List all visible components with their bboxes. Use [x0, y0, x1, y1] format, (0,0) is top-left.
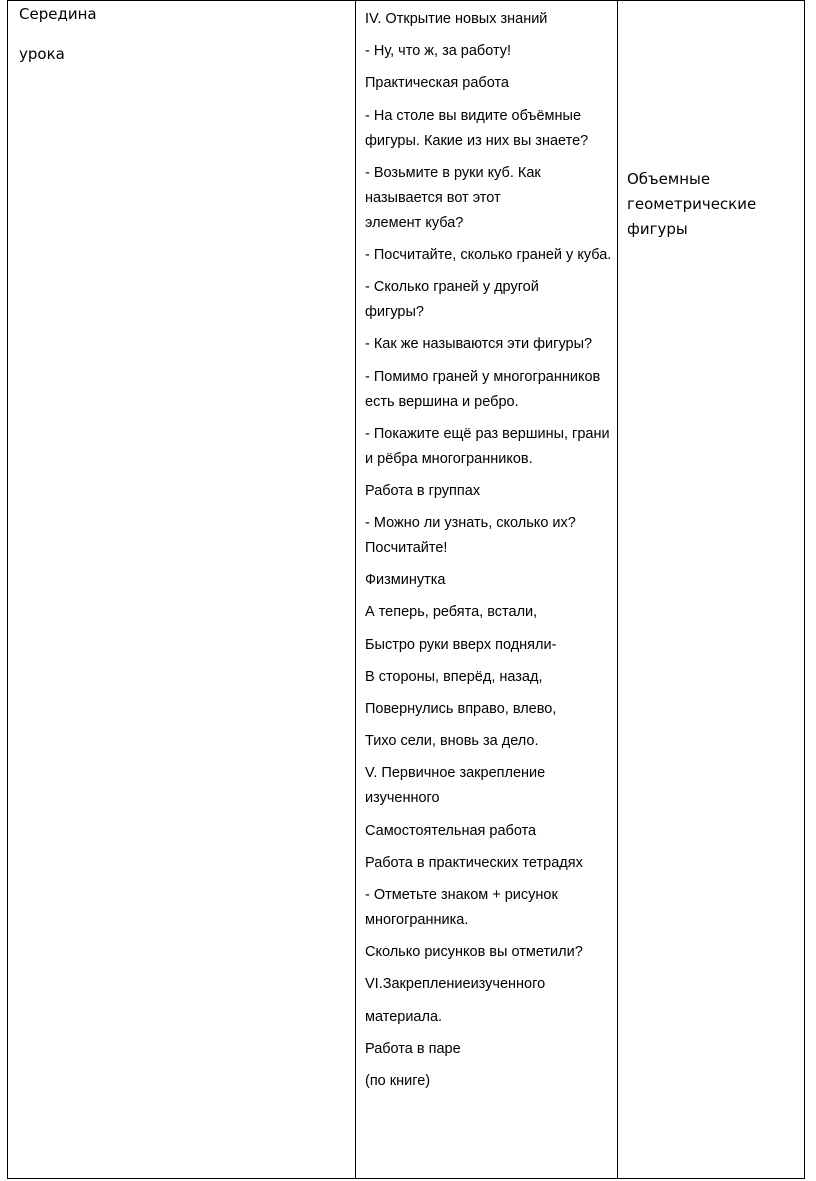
content-text — [356, 1, 617, 1094]
content-paragraph: VI.Закреплениеизученного — [365, 976, 546, 993]
content-paragraph: - Ну, что ж, за работу! — [365, 43, 512, 60]
content-paragraph: Быстро руки вверх подняли- — [365, 636, 557, 653]
content-paragraph: Сколько рисунков вы отметили? — [365, 944, 583, 961]
content-paragraph: Повернулись вправо, влево, — [365, 701, 557, 717]
content-paragraph: Работа в группах — [365, 482, 481, 499]
stage-text — [8, 0, 355, 74]
content-paragraph: - Помимо граней у многогранников есть вершина и ребро. — [365, 368, 601, 410]
stage-line-1: Середина — [19, 5, 97, 23]
lesson-plan-table — [7, 0, 805, 1179]
stage-cell — [8, 1, 356, 1179]
content-paragraph: Тихо сели, вновь за дело. — [365, 733, 539, 750]
content-paragraph: - Посчитайте, сколько граней у куба. — [365, 246, 612, 263]
content-paragraph: В стороны, вперёд, назад, — [365, 668, 543, 685]
content-paragraph: - Возьмите в руки куб. Как называется вот этот элемент куба? — [365, 164, 541, 231]
content-paragraph: - Покажите ещё раз вершины, грани и рёбра многогранников. — [365, 425, 610, 467]
content-paragraph: А теперь, ребята, встали, — [365, 604, 538, 621]
content-paragraph: Практическая работа — [365, 75, 509, 92]
content-paragraph: Физминутка — [365, 572, 446, 589]
table-row — [8, 1, 805, 1179]
content-cell — [356, 1, 618, 1179]
content-paragraph: Работа в паре — [365, 1040, 461, 1057]
content-paragraph: V. Первичное закрепление изученного — [365, 765, 546, 807]
result-line-2: геометрические — [627, 195, 757, 213]
content-paragraph: IV. Открытие новых знаний — [365, 11, 548, 27]
content-paragraph: - Сколько граней у другой фигуры? — [365, 279, 539, 321]
result-text — [618, 1, 804, 242]
result-cell — [618, 1, 805, 1179]
result-line-1: Объемные — [627, 170, 711, 188]
content-paragraph: - Можно ли узнать, сколько их? Посчитайте! — [365, 515, 576, 557]
stage-line-2: урока — [19, 45, 65, 63]
content-paragraph: - На столе вы видите объёмные фигуры. Какие из них вы знаете? — [365, 107, 589, 149]
content-paragraph: Работа в практических тетрадях — [365, 854, 583, 871]
content-paragraph: - Отметьте знаком + рисунок многогранника. — [365, 886, 558, 928]
content-paragraph: материала. — [365, 1008, 443, 1025]
content-paragraph: (по книге) — [365, 1072, 431, 1089]
content-paragraph: Самостоятельная работа — [365, 822, 537, 839]
result-line-3: фигуры — [627, 220, 688, 238]
content-paragraph: - Как же называются эти фигуры? — [365, 336, 593, 353]
